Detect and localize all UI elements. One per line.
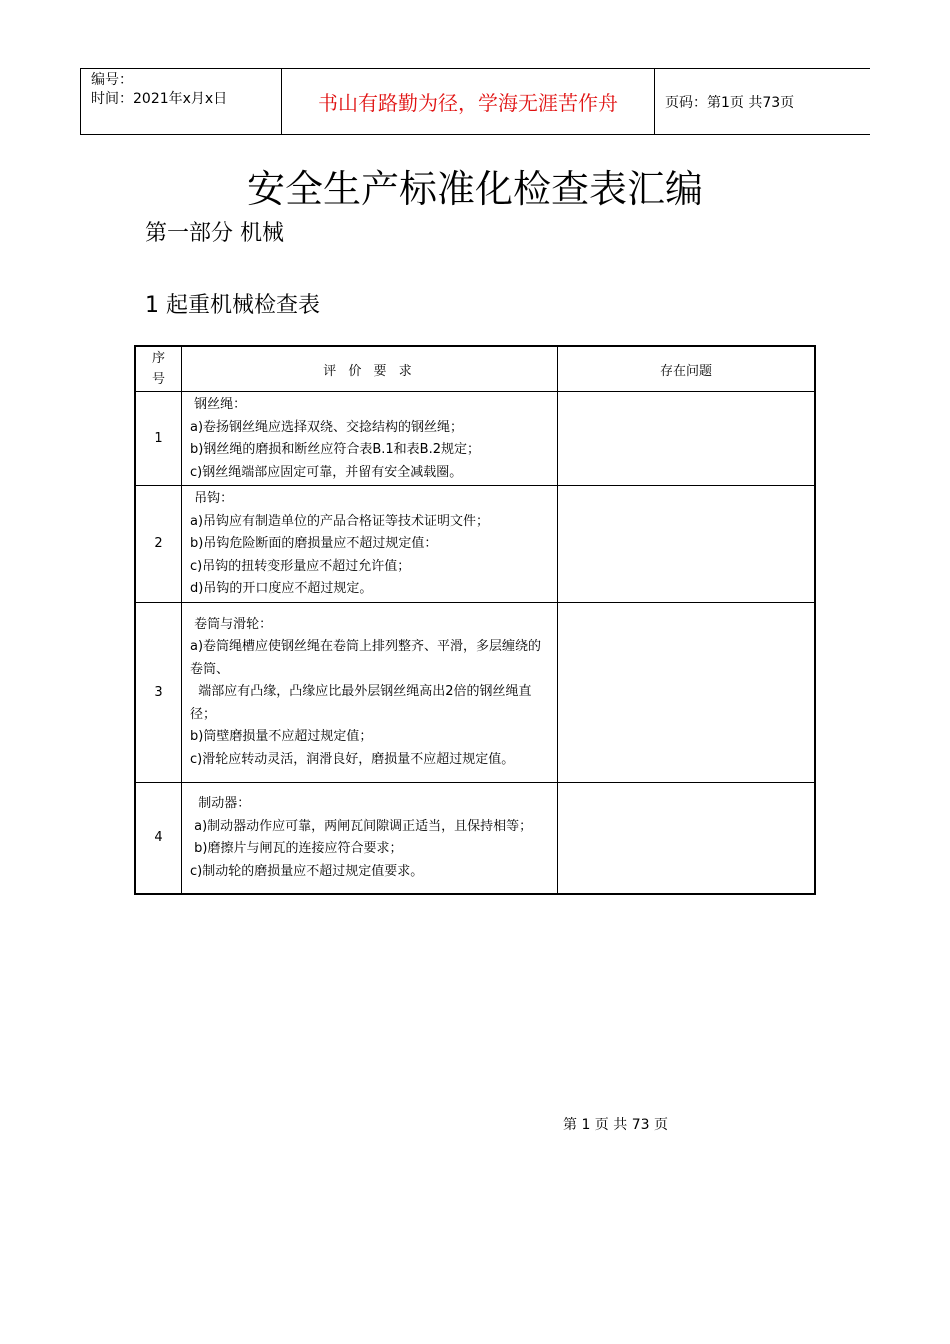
- row-number: 4: [135, 782, 182, 894]
- row-number: 1: [135, 392, 182, 486]
- requirement-line: d)吊钩的开口度应不超过规定。: [190, 581, 373, 596]
- requirement-line: b)磨擦片与闸瓦的连接应符合要求；: [190, 841, 403, 857]
- col-header-number: 序 号: [135, 346, 182, 392]
- header-box: [80, 68, 870, 135]
- requirement-line: c)钢丝绳端部应固定可靠，并留有安全减载圈。: [190, 464, 463, 480]
- time-label: 时间：2021年x月x日: [91, 91, 228, 107]
- row-number: 2: [135, 486, 182, 603]
- part-title: 第一部分 机械: [145, 221, 284, 246]
- col-header-problems: 存在问题: [558, 346, 816, 392]
- row-number: 3: [135, 602, 182, 782]
- requirement-line: 端部应有凸缘，凸缘应比最外层钢丝绳高出2倍的钢丝绳直径；: [190, 684, 532, 722]
- row-problem-cell[interactable]: [558, 782, 816, 894]
- requirement-line: c)制动轮的磨损量应不超过规定值要求。: [190, 863, 424, 879]
- requirement-line: c)滑轮应转动灵活，润滑良好，磨损量不应超过规定值。: [190, 751, 515, 767]
- requirement-line: a)制动器动作应可靠，两闸瓦间隙调正适当，且保持相等；: [190, 818, 533, 834]
- requirement-line: a)卷筒绳槽应使钢丝绳在卷筒上排列整齐、平滑，多层缠绕的卷筒、: [190, 639, 542, 677]
- table-body: [135, 392, 815, 895]
- requirement-line: a)吊钩应有制造单位的产品合格证等技术证明文件；: [190, 513, 490, 529]
- row-problem-cell[interactable]: [558, 486, 816, 603]
- row-problem-cell[interactable]: [558, 602, 816, 782]
- requirement-line: 钢丝绳：: [190, 397, 247, 412]
- page-footer: 第 1 页 共 73 页: [563, 1117, 668, 1133]
- section-title: 1 起重机械检查表: [145, 293, 320, 318]
- requirement-line: 制动器：: [190, 796, 251, 812]
- row-requirements: [182, 782, 558, 894]
- number-label: 编号：: [91, 72, 133, 88]
- row-requirements: [182, 392, 558, 486]
- document-title: 安全生产标准化检查表汇编: [246, 167, 703, 211]
- requirement-line: a)卷扬钢丝绳应选择双绕、交捻结构的钢丝绳；: [190, 419, 464, 435]
- table-row: [135, 782, 815, 894]
- table-row: [135, 392, 815, 486]
- requirement-line: b)筒壁磨损量不应超过规定值；: [190, 729, 373, 745]
- row-requirements: [182, 486, 558, 603]
- row-requirements: [182, 602, 558, 782]
- requirement-line: 卷筒与滑轮：: [190, 616, 273, 632]
- table-row: [135, 602, 815, 782]
- row-problem-cell[interactable]: [558, 392, 816, 486]
- table-header-row: [135, 346, 815, 392]
- header-page-info: 页码：第1页 共73页: [665, 94, 795, 111]
- requirement-line: 吊钩：: [190, 491, 234, 506]
- table-row: [135, 486, 815, 603]
- inspection-table: [134, 345, 816, 895]
- header-motto: 书山有路勤为径，学海无涯苦作舟: [282, 69, 655, 134]
- requirement-line: c)吊钩的扭转变形量应不超过允许值；: [190, 558, 411, 574]
- requirement-line: b)钢丝绳的磨损和断丝应符合表B.1和表B.2规定；: [190, 442, 480, 457]
- col-header-requirements: 评 价 要 求: [182, 346, 558, 392]
- requirement-line: b)吊钩危险断面的磨损量应不超过规定值：: [190, 536, 438, 551]
- header-meta: [81, 69, 282, 134]
